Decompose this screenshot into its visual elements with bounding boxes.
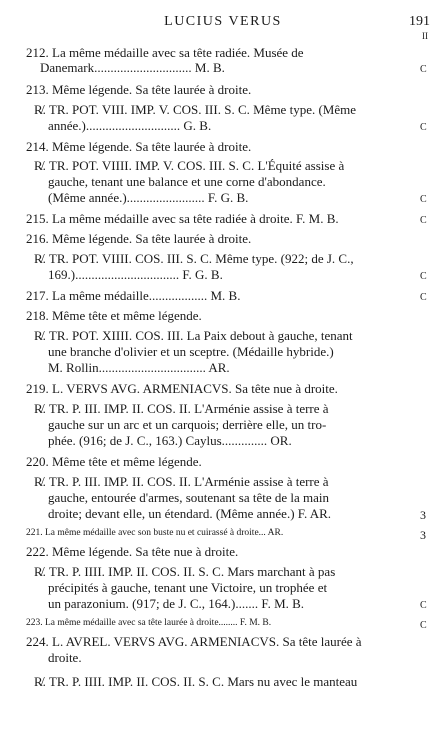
rarity-mark: C [420,122,427,133]
text-line: (Même année.)........................ F. G. B. [48,190,249,205]
text-line: gauche sur un arc et un carquois; derrière elle, un tro- [48,417,327,432]
text-line: 220. Même tête et même légende. [26,454,202,469]
text-line: 169.)................................ F. G. B. [48,267,223,282]
text-line: R̸. TR. P. IIII. IMP. II. COS. II. S. C. Mars marchant à pas [34,564,336,579]
rarity-mark: C [420,215,427,226]
rarity-mark: 3 [420,508,426,522]
text-line: année.)............................. G. B. [48,118,212,133]
text-line: droite. [48,650,82,665]
running-title: LUCIUS VERUS [164,14,282,29]
text-line: M. Rollin................................. AR. [48,360,230,375]
rarity-mark: C [420,271,427,282]
text-line: gauche, entourée d'armes, soutenant sa tête de la main [48,490,330,505]
text-line: 223. La même médaille avec sa tête laurée à droite........ F. M. B. [26,618,272,628]
signature-mark: II [422,31,428,41]
text-line: droite; devant elle, un étendard. (Même année.) F. AR. [48,506,332,521]
text-line: 216. Même légende. Sa tête laurée à droite. [26,231,252,246]
text-line: R̸. TR. POT. VIIII. IMP. V. COS. III. S. C. L'Équité assise à [34,158,345,173]
rarity-mark: C [420,620,427,631]
text-line: R̸. TR. POT. XIIII. COS. III. La Paix debout à gauche, tenant [34,328,353,343]
text-line: 215. La même médaille avec sa tête radiée à droite. F. M. B. [26,211,339,226]
text-line: 222. Même légende. Sa tête nue à droite. [26,544,239,559]
rarity-mark: C [420,194,427,205]
text-line: gauche, tenant une balance et une corne d'abondance. [48,174,326,189]
text-line: 217. La même médaille.................. M. B. [26,288,241,303]
text-line: 221. La même médaille avec son buste nu et cuirassé à droite... AR. [26,528,284,538]
text-line: 213. Même légende. Sa tête laurée à droite. [26,82,252,97]
text-line: R̸. TR. POT. VIIII. COS. III. S. C. Même type. (922; de J. C., [34,251,354,266]
text-line: R̸. TR. P. III. IMP. II. COS. II. L'Arménie assise à terre à [34,474,329,489]
text-line: phée. (916; de J. C., 163.) Caylus.............. OR. [48,433,292,448]
rarity-mark: C [420,292,427,303]
page-number: 191 [409,14,430,29]
text-line: une branche d'olivier et un sceptre. (Médaille hybride.) [48,344,334,359]
text-line: 224. L. AVREL. VERVS AVG. ARMENIACVS. Sa tête laurée à [26,634,362,649]
text-line: 214. Même légende. Sa tête laurée à droite. [26,139,252,154]
text-line: précipités à gauche, tenant une Victoire, un trophée et [48,580,328,595]
text-line: R̸. TR. POT. VIII. IMP. V. COS. III. S. C. Même type. (Même [34,102,356,117]
rarity-mark: 3 [420,528,426,542]
text-line: R̸. TR. P. IIII. IMP. II. COS. II. S. C. Mars nu avec le manteau [34,674,358,689]
text-line: 219. L. VERVS AVG. ARMENIACVS. Sa tête nue à droite. [26,381,338,396]
text-line: 218. Même tête et même légende. [26,308,202,323]
rarity-mark: C [420,600,427,611]
text-line: 212. La même médaille avec sa tête radiée. Musée de [26,45,304,60]
text-line: R̸. TR. P. III. IMP. II. COS. II. L'Arménie assise à terre à [34,401,329,416]
text-line: Danemark.............................. M. B. [40,60,225,75]
text-line: un parazonium. (917; de J. C., 164.)....... F. M. B. [48,596,305,611]
page-header [0,14,446,41]
rarity-mark: C [420,64,427,75]
